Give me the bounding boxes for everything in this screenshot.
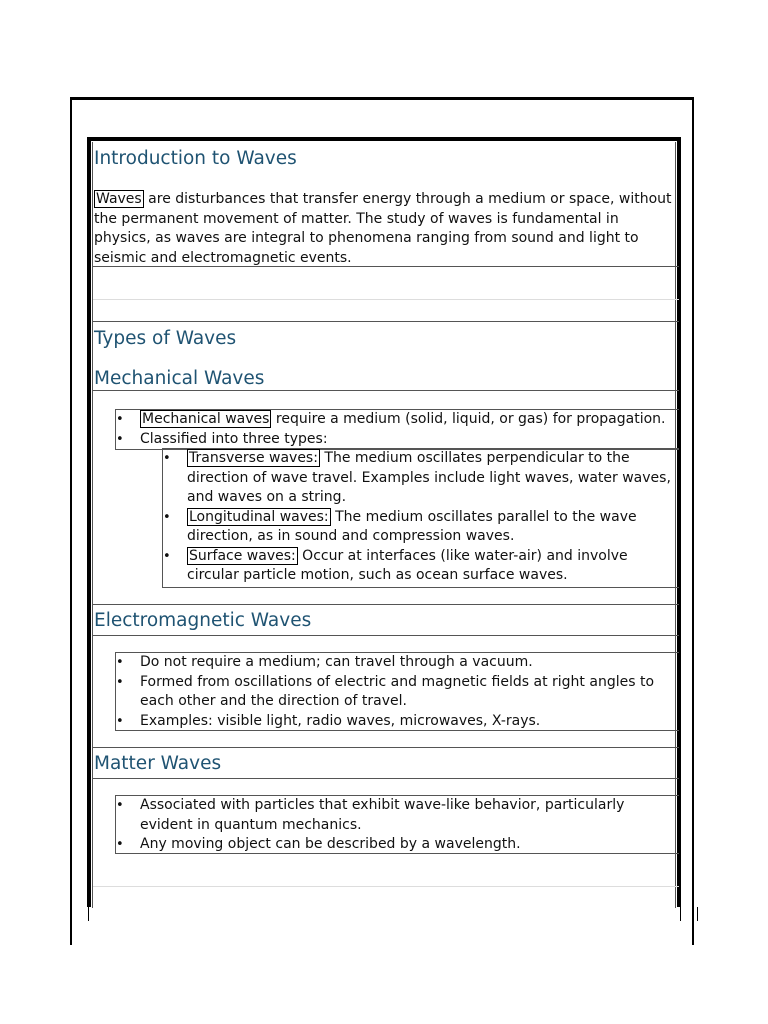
document-page [87, 137, 681, 907]
intro-text: are disturbances that transfer energy through a medium or space, without the permanent movement of matter. The study of waves is fundamental in physics, as waves are integral to phenomena ranging from sound and light to seismic and electromagnetic events. [94, 191, 672, 266]
electromagnetic-heading: Electromagnetic Waves [94, 610, 312, 631]
list-item: • Examples: visible light, radio waves, microwaves, X-rays. [116, 712, 679, 732]
mechanical-list [115, 409, 679, 450]
longitudinal-term: Longitudinal waves: [189, 508, 329, 525]
page-leg-right [680, 907, 681, 921]
mechanical-term: Mechanical waves [142, 411, 270, 427]
electromagnetic-list [115, 652, 679, 731]
divider [93, 321, 679, 322]
matter-list [115, 795, 679, 854]
list-item: • Do not require a medium; can travel through a vacuum. [116, 653, 679, 673]
list-item: • Longitudinal waves: The medium oscillates parallel to the wave direction, as in sound and compression waves. [163, 508, 679, 547]
intro-heading: Introduction to Waves [94, 148, 297, 169]
document-content [92, 142, 676, 908]
list-item: • Associated with particles that exhibit wave-like behavior, particularly evident in quantum mechanics. [116, 796, 679, 835]
types-heading: Types of Waves [94, 328, 237, 349]
list-item: • Any moving object can be described by a wavelength. [116, 835, 679, 855]
transverse-term: Transverse waves: [189, 450, 318, 466]
list-item: • Mechanical waves require a medium (solid, liquid, or gas) for propagation. [116, 410, 679, 430]
page-leg-left [88, 907, 89, 921]
surface-term: Surface waves: [189, 547, 296, 564]
frame-leg-right [697, 907, 698, 921]
divider [93, 266, 679, 267]
list-item: • Formed from oscillations of electric and magnetic fields at right angles to each other and the direction of travel. [116, 673, 679, 712]
list-item: • Classified into three types: [116, 430, 679, 450]
divider [93, 299, 679, 300]
list-item: • Surface waves: Occur at interfaces (like water-air) and involve circular particle motion, such as ocean surface waves. [163, 547, 679, 586]
intro-paragraph [94, 190, 678, 268]
divider [93, 390, 679, 391]
divider [93, 886, 679, 887]
list-item: • Transverse waves: The medium oscillates perpendicular to the direction of wave travel. Examples include light waves, water waves, and waves on a string. [163, 449, 679, 508]
intro-term: Waves [96, 191, 142, 207]
mechanical-sublist [162, 448, 679, 588]
frame-leg-left [70, 907, 71, 921]
matter-heading: Matter Waves [94, 753, 222, 774]
mechanical-heading: Mechanical Waves [94, 368, 265, 389]
